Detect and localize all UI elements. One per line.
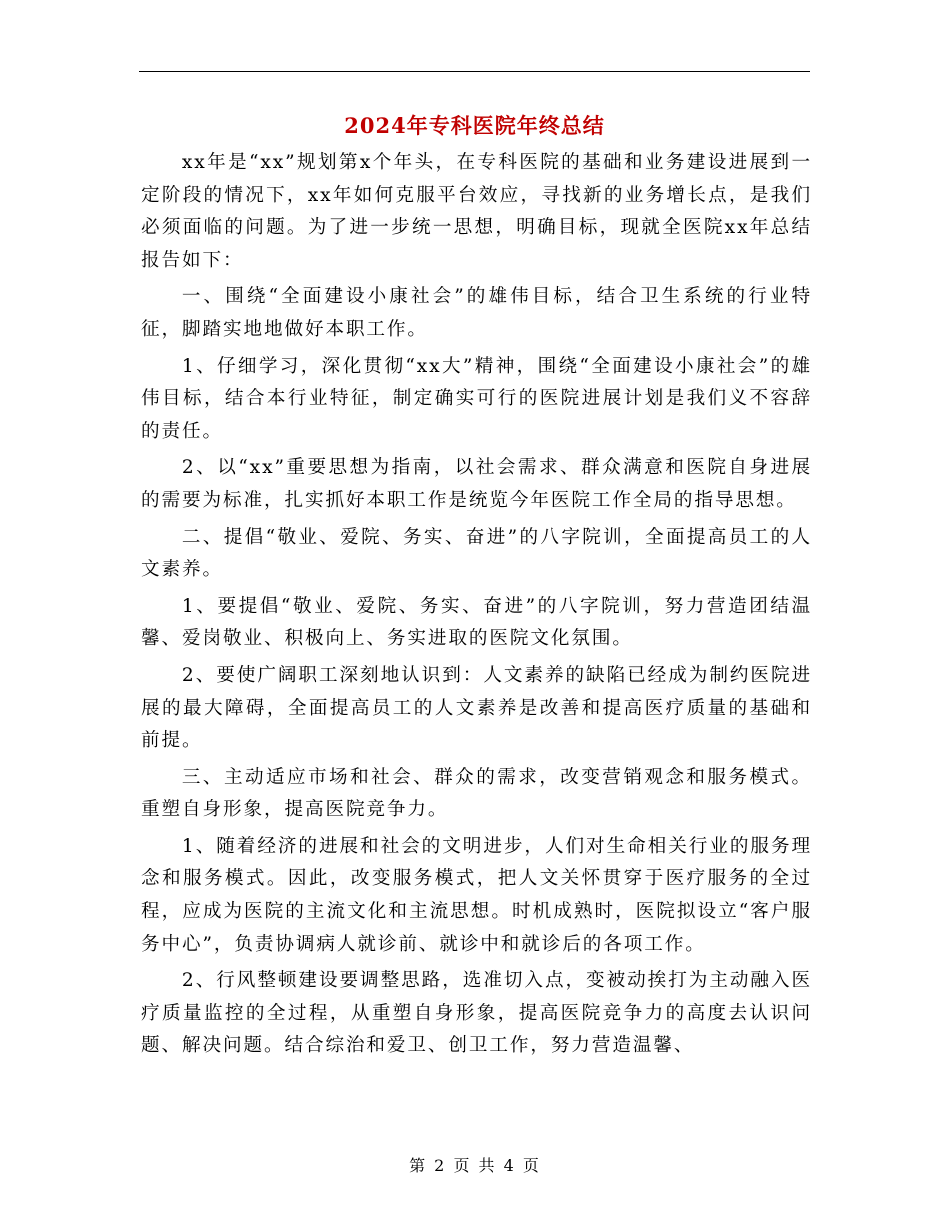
paragraph-section-1-item-2: 2、以“xx”重要思想为指南，以社会需求、群众满意和医院自身进展的需要为标准，扎实抓好本职工作是统览今年医院工作全局的指导思想。 [141, 457, 812, 511]
paragraph-section-2-item-2: 2、要使广阔职工深刻地认识到：人文素养的缺陷已经成为制约医院进展的最大障碍，全面提高员工的人文素养是改善和提高医疗质量的基础和前提。 [141, 664, 812, 752]
paragraph-section-3-item-2: 2、行风整顿建设要调整思路，选准切入点，变被动挨打为主动融入医疗质量监控的全过程，从重塑自身形象，提高医院竞争力的高度去认识问题、解决问题。结合综治和爱卫、创卫工作，努力营造温馨、 [141, 970, 812, 1057]
paragraph-section-1-item-1: 1、仔细学习，深化贯彻“xx大”精神，围绕“全面建设小康社会”的雄伟目标，结合本行业特征，制定确实可行的医院进展计划是我们义不容辞的责任。 [141, 355, 812, 442]
document-body [141, 147, 812, 1063]
paragraph-section-3-heading: 三、主动适应市场和社会、群众的需求，改变营销观念和服务模式。重塑自身形象，提高医院竞争力。 [141, 766, 812, 821]
page-number: 第 2 页 共 4 页 [409, 1156, 541, 1175]
document-title: 2024年专科医院年终总结 [344, 113, 605, 138]
paragraph-section-3-item-1: 1、随着经济的进展和社会的文明进步，人们对生命相关行业的服务理念和服务模式。因此，改变服务模式，把人文关怀贯穿于医疗服务的全过程，应成为医院的主流文化和主流思想。时机成熟时，医院拟设立“客户服务中心”，负责协调病人就诊前、就诊中和就诊后的各项工作。 [141, 835, 812, 955]
header-rule [139, 71, 810, 72]
paragraph-section-1-heading: 一、围绕“全面建设小康社会”的雄伟目标，结合卫生系统的行业特征，脚踏实地地做好本职工作。 [141, 286, 812, 340]
paragraph-intro: xx年是“xx”规划第x个年头，在专科医院的基础和业务建设进展到一定阶段的情况下，xx年如何克服平台效应，寻找新的业务增长点，是我们必须面临的问题。为了进一步统一思想，明确目标，现就全医院xx年总结报告如下： [141, 152, 812, 271]
paragraph-section-2-item-1: 1、要提倡“敬业、爱院、务实、奋进”的八字院训，努力营造团结温馨、爱岗敬业、积极向上、务实进取的医院文化氛围。 [141, 595, 812, 650]
paragraph-section-2-heading: 二、提倡“敬业、爱院、务实、奋进”的八字院训，全面提高员工的人文素养。 [141, 526, 812, 581]
